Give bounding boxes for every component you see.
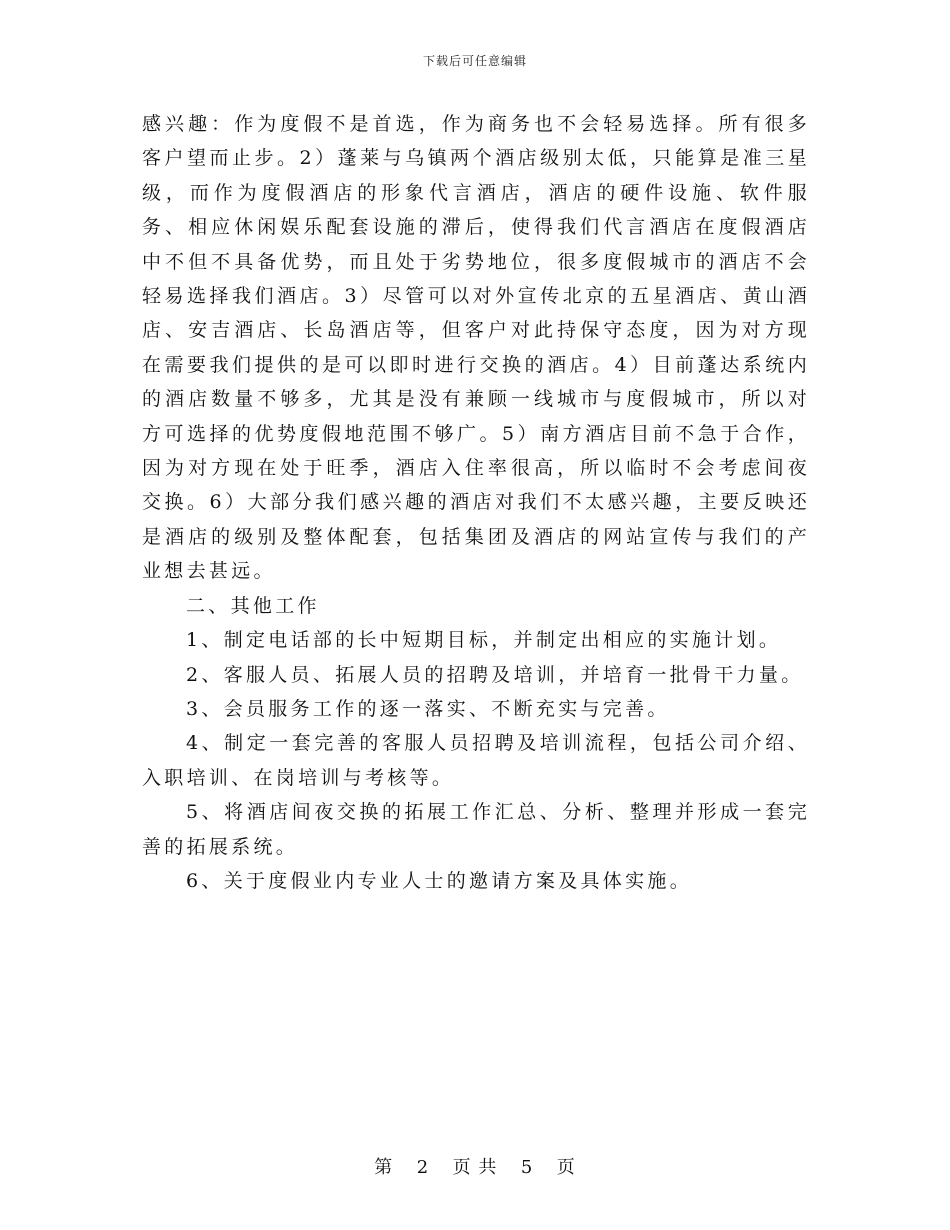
list-item-6: 6、关于度假业内专业人士的邀请方案及具体实施。 xyxy=(186,869,692,892)
footer-middle: 页 共 xyxy=(452,1157,498,1178)
list-item-4: 4、制定一套完善的客服人员招聘及培训流程，包括公司介绍、入职培训、在岗培训与考核等。 xyxy=(142,732,810,789)
list-item-2: 2、客服人员、拓展人员的招聘及培训，并培育一批骨干力量。 xyxy=(186,663,804,686)
page-header: 下载后可任意编辑 xyxy=(422,54,527,68)
section-heading: 二、其他工作 xyxy=(186,594,320,617)
page-number: 2 xyxy=(416,1157,430,1178)
footer-prefix: 第 xyxy=(374,1157,394,1178)
document-body xyxy=(142,107,810,898)
intro-paragraph: 感兴趣：作为度假不是首选，作为商务也不会轻易选择。所有很多客户望而止步。2）蓬莱与乌镇两个酒店级别太低，只能算是准三星级，而作为度假酒店的形象代言酒店，酒店的硬件设施、软件服务、相应休闲娱乐配套设施的滞后，使得我们代言酒店在度假酒店中不但不具备优势，而且处于劣势地位，很多度假城市的酒店不会轻易选择我们酒店。3）尽管可以对外宣传北京的五星酒店、黄山酒店、安吉酒店、长岛酒店等，但客户对此持保守态度，因为对方现在需要我们提供的是可以即时进行交换的酒店。4）目前蓬达系统内的酒店数量不够多，尤其是没有兼顾一线城市与度假城市，所以对方可选择的优势度假地范围不够广。5）南方酒店目前不急于合作，因为对方现在处于旺季，酒店入住率很高，所以临时不会考虑间夜交换。6）大部分我们感兴趣的酒店对我们不太感兴趣，主要反映还是酒店的级别及整体配套，包括集团及酒店的网站宣传与我们的产业想去甚远。 xyxy=(142,113,810,583)
list-item-3: 3、会员服务工作的逐一落实、不断充实与完善。 xyxy=(186,697,670,720)
list-item-1: 1、制定电话部的长中短期目标，并制定出相应的实施计划。 xyxy=(186,629,782,652)
page-footer xyxy=(0,1153,950,1179)
total-pages: 5 xyxy=(520,1157,534,1178)
list-item-5: 5、将酒店间夜交换的拓展工作汇总、分析、整理并形成一套完善的拓展系统。 xyxy=(142,801,810,858)
footer-suffix: 页 xyxy=(556,1157,576,1178)
